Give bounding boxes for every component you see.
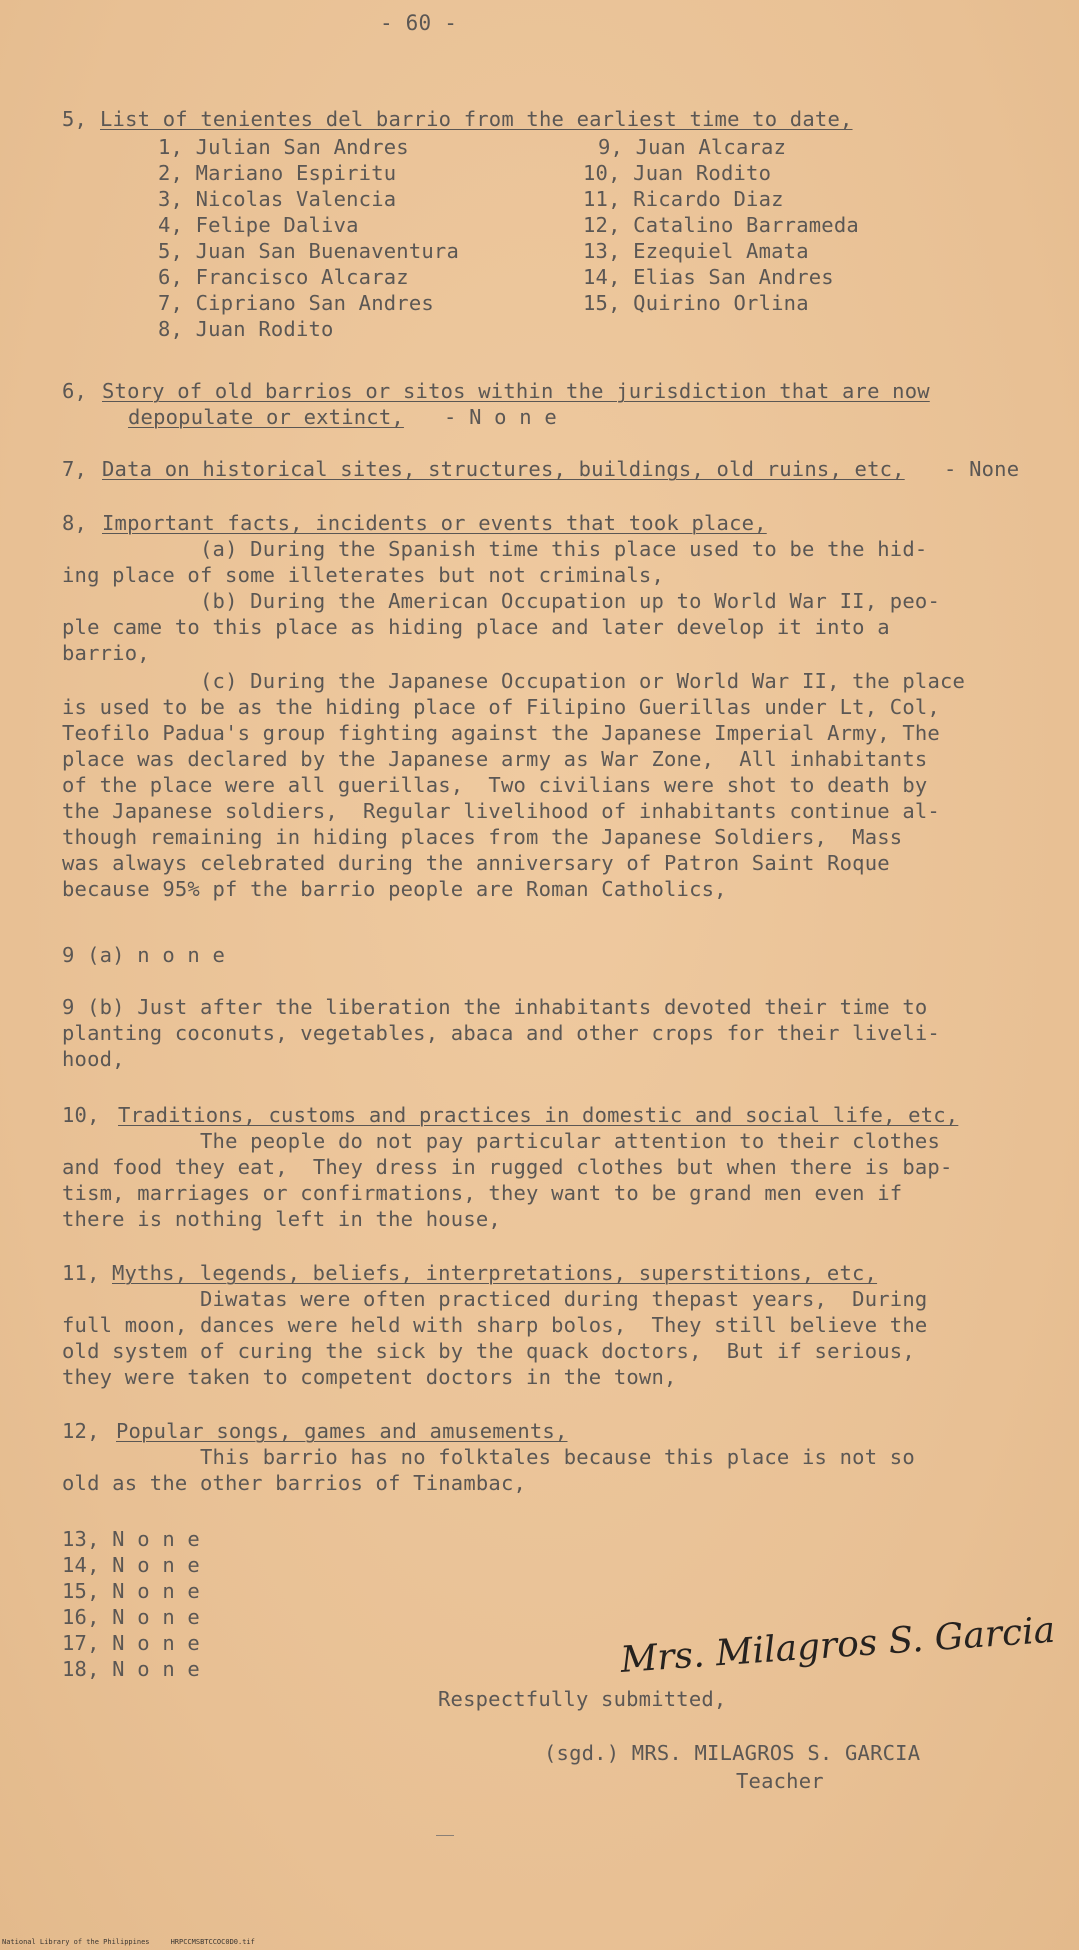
body-line: full moon, dances were held with sharp bolos, They still believe the [62, 1313, 928, 1337]
item-6-title-line1: Story of old barrios or sitos within the jurisdiction that are now [102, 379, 930, 403]
teniente-entry: 9, Juan Alcaraz [598, 135, 787, 159]
teniente-entry: 14, Elias San Andres [583, 265, 834, 289]
closing-respectfully: Respectfully submitted, [438, 1687, 727, 1711]
item-6-number: 6, [62, 379, 88, 403]
body-line: because 95% pf the barrio people are Roman Catholics, [62, 877, 727, 901]
handwritten-signature: Mrs. Milagros S. Garcia [619, 1609, 1057, 1681]
item-6-title-line2: depopulate or extinct, [128, 405, 404, 429]
teniente-entry: 7, Cipriano San Andres [158, 291, 434, 315]
closing-title: Teacher [736, 1769, 824, 1793]
teniente-entry: 4, Felipe Daliva [158, 213, 359, 237]
body-line: they were taken to competent doctors in the town, [62, 1365, 677, 1389]
body-line: The people do not pay particular attention to their clothes [200, 1129, 940, 1153]
item-7-title: Data on historical sites, structures, buildings, old ruins, etc, [102, 457, 905, 481]
body-line: Diwatas were often practiced during thepast years, During [200, 1287, 928, 1311]
body-line: is used to be as the hiding place of Filipino Guerillas under Lt, Col, [62, 695, 940, 719]
item-8-title: Important facts, incidents or events that took place, [102, 511, 767, 535]
item-5-title: List of tenientes del barrio from the earliest time to date, [100, 107, 853, 131]
body-line: of the place were all guerillas, Two civilians were shot to death by [62, 773, 928, 797]
teniente-entry: 2, Mariano Espiritu [158, 161, 397, 185]
teniente-entry: 6, Francisco Alcaraz [158, 265, 409, 289]
body-line: hood, [62, 1047, 125, 1071]
body-line: and food they eat, They dress in rugged clothes but when there is bap- [62, 1155, 953, 1179]
body-line: 9 (b) Just after the liberation the inhabitants devoted their time to [62, 995, 928, 1019]
body-line: Teofilo Padua's group fighting against the Japanese Imperial Army, The [62, 721, 940, 745]
footer-caption: National Library of the Philippines HRPCCMSBTCCOC0D0.tif [2, 1938, 255, 1946]
none-answer: 14, N o n e [62, 1553, 200, 1577]
item-12-title: Popular songs, games and amusements, [116, 1419, 568, 1443]
closing-signed-name: (sgd.) MRS. MILAGROS S. GARCIA [544, 1741, 921, 1765]
body-line: the Japanese soldiers, Regular livelihood of inhabitants continue al- [62, 799, 940, 823]
body-line: This barrio has no folktales because this place is not so [200, 1445, 915, 1469]
body-line: (c) During the Japanese Occupation or World War II, the place [200, 669, 966, 693]
teniente-entry: 5, Juan San Buenaventura [158, 239, 460, 263]
teniente-entry: 13, Ezequiel Amata [583, 239, 809, 263]
teniente-entry: 8, Juan Rodito [158, 317, 334, 341]
item-7-answer: - None [944, 457, 1020, 481]
none-answer: 16, N o n e [62, 1605, 200, 1629]
teniente-entry: 12, Catalino Barrameda [583, 213, 859, 237]
teniente-entry: 10, Juan Rodito [583, 161, 772, 185]
item-6-answer: - N o n e [444, 405, 557, 429]
page-number: - 60 - [380, 11, 458, 35]
teniente-entry: 15, Quirino Orlina [583, 291, 809, 315]
none-answer: 13, N o n e [62, 1527, 200, 1551]
item-10-title: Traditions, customs and practices in domestic and social life, etc, [118, 1103, 959, 1127]
none-answer: 15, N o n e [62, 1579, 200, 1603]
item-11-number: 11, [62, 1261, 100, 1285]
item-7-number: 7, [62, 457, 88, 481]
none-answer: 17, N o n e [62, 1631, 200, 1655]
teniente-entry: 11, Ricardo Diaz [583, 187, 784, 211]
body-line: ing place of some illeterates but not criminals, [62, 563, 665, 587]
none-answer: 18, N o n e [62, 1657, 200, 1681]
body-line: tism, marriages or confirmations, they want to be grand men even if [62, 1181, 903, 1205]
teniente-entry: 1, Julian San Andres [158, 135, 409, 159]
item-12-number: 12, [62, 1419, 100, 1443]
body-line: old as the other barrios of Tinambac, [62, 1471, 527, 1495]
item-11-title: Myths, legends, beliefs, interpretations, superstitions, etc, [112, 1261, 878, 1285]
body-line: though remaining in hiding places from the Japanese Soldiers, Mass [62, 825, 903, 849]
body-line: barrio, [62, 641, 150, 665]
item-5-number: 5, [62, 107, 88, 131]
body-line: (a) During the Spanish time this place used to be the hid- [200, 537, 928, 561]
item-8-number: 8, [62, 511, 88, 535]
body-line: there is nothing left in the house, [62, 1207, 501, 1231]
body-line: planting coconuts, vegetables, abaca and other crops for their liveli- [62, 1021, 940, 1045]
item-9a: 9 (a) n o n e [62, 943, 226, 967]
stray-mark [436, 1835, 454, 1836]
body-line: old system of curing the sick by the quack doctors, But if serious, [62, 1339, 915, 1363]
body-line: was always celebrated during the anniversary of Patron Saint Roque [62, 851, 890, 875]
item-10-number: 10, [62, 1103, 100, 1127]
body-line: (b) During the American Occupation up to World War II, peo- [200, 589, 940, 613]
body-line: place was declared by the Japanese army as War Zone, All inhabitants [62, 747, 928, 771]
teniente-entry: 3, Nicolas Valencia [158, 187, 397, 211]
body-line: ple came to this place as hiding place and later develop it into a [62, 615, 890, 639]
